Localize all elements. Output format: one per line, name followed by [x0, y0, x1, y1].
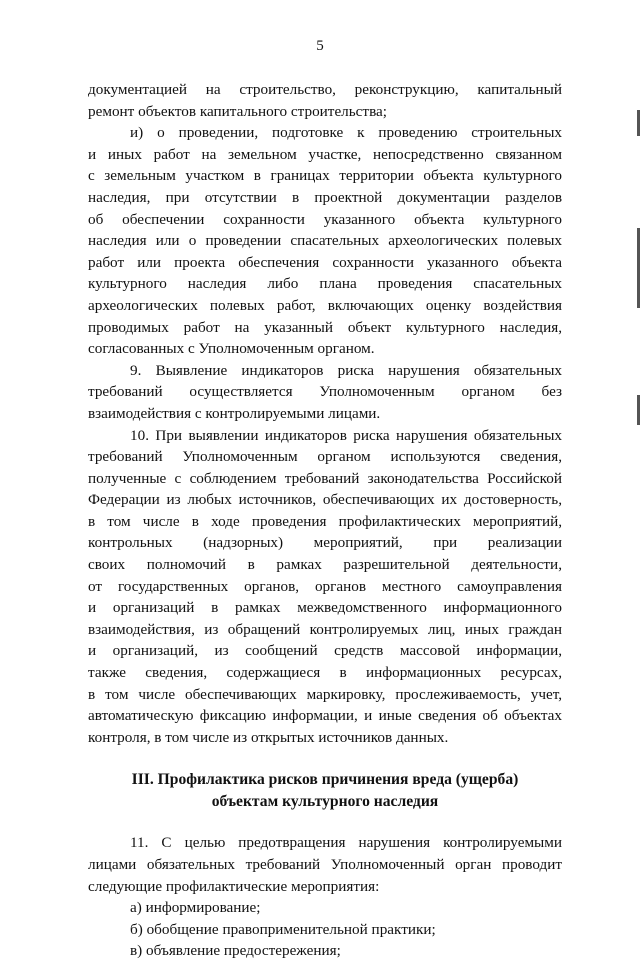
paragraph-line: согласованных с Уполномоченным органом. [88, 340, 375, 358]
paragraph-line: контроля, в том числе из открытых источников данных. [88, 728, 449, 746]
document-body [88, 79, 562, 962]
paragraph-line: контрольных (надзорных) мероприятий, при реализации [88, 534, 562, 552]
section-spacer [88, 813, 562, 832]
paragraph-line: в том числе в ходе проведения профилактических мероприятий, [88, 512, 562, 530]
paragraph-line: ремонт объектов капитального строительства; [88, 102, 387, 120]
paragraph-line: Федерации из любых источников, обеспечивающих их достоверность, [88, 491, 562, 509]
paragraph-line: 11. С целью предотвращения нарушения контролируемыми [130, 834, 562, 852]
paragraph-line: также сведения, содержащиеся в информационных ресурсах, [88, 664, 562, 682]
section-heading: объектам культурного наследия [211, 793, 439, 811]
paragraph-line: 9. Выявление индикаторов риска нарушения обязательных [130, 361, 562, 379]
paragraph-line: наследия или о проведении спасательных археологических полевых [88, 232, 562, 250]
paragraph-line: документацией на строительство, реконструкцию, капитальный [88, 81, 562, 98]
paragraph-line: 10. При выявлении индикаторов риска нарушения обязательных [130, 426, 562, 444]
paragraph-line: следующие профилактические мероприятия: [88, 877, 380, 895]
paragraph-line: и организаций в рамках межведомственного информационного [88, 599, 562, 617]
section-spacer [88, 748, 562, 769]
paragraph-line: археологических полевых работ, включающих оценку воздействия [88, 296, 562, 314]
paragraph-line: об обеспечении сохранности указанного объекта культурного [88, 210, 562, 228]
paragraph-line: автоматическую фиксацию информации, и иные сведения об объектах [88, 707, 562, 725]
list-item: в) объявление предостережения; [130, 942, 341, 960]
paragraph-line: взаимодействия с контролируемыми лицами. [88, 404, 381, 422]
paragraph-line: с земельным участком в границах территории объекта культурного [88, 167, 562, 185]
paragraph-line: взаимодействия, из обращений контролируемых лиц, иных граждан [88, 620, 562, 638]
paragraph-line: от государственных органов, органов местного самоуправления [88, 577, 562, 595]
paragraph-line: в том числе обеспечивающих маркировку, прослеживаемость, учет, [88, 685, 562, 703]
paragraph-line: требований осуществляется Уполномоченным органом без [88, 383, 562, 401]
paragraph-line: и иных работ на земельном участке, непосредственно связанном [88, 145, 562, 163]
list-item: а) информирование; [130, 899, 261, 917]
paragraph-line: работ или проекта обеспечения сохранности указанного объекта [88, 253, 562, 271]
section-heading: III. Профилактика рисков причинения вреда (ущерба) [131, 771, 519, 789]
paragraph-line: проводимых работ на указанный объект культурного наследия, [88, 318, 562, 336]
page-number: 5 [316, 38, 324, 54]
paragraph-line: и) о проведении, подготовке к проведению строительных [130, 124, 562, 142]
paragraph-line: наследия, при отсутствии в проектной документации разделов [88, 188, 562, 206]
list-item: б) обобщение правоприменительной практики; [130, 920, 436, 938]
paragraph-line: своих полномочий в рамках разрешительной деятельности, [88, 556, 562, 574]
paragraph-line: полученные с соблюдением требований законодательства Российской [88, 469, 562, 487]
paragraph-line: требований Уполномоченным органом используются сведения, [88, 448, 562, 466]
paragraph-line: лицами обязательных требований Уполномоченный орган проводит [88, 856, 562, 873]
paragraph-line: культурного наследия либо плана проведения спасательных [88, 275, 562, 293]
paragraph-line: и организаций, из сообщений средств массовой информации, [88, 642, 562, 660]
